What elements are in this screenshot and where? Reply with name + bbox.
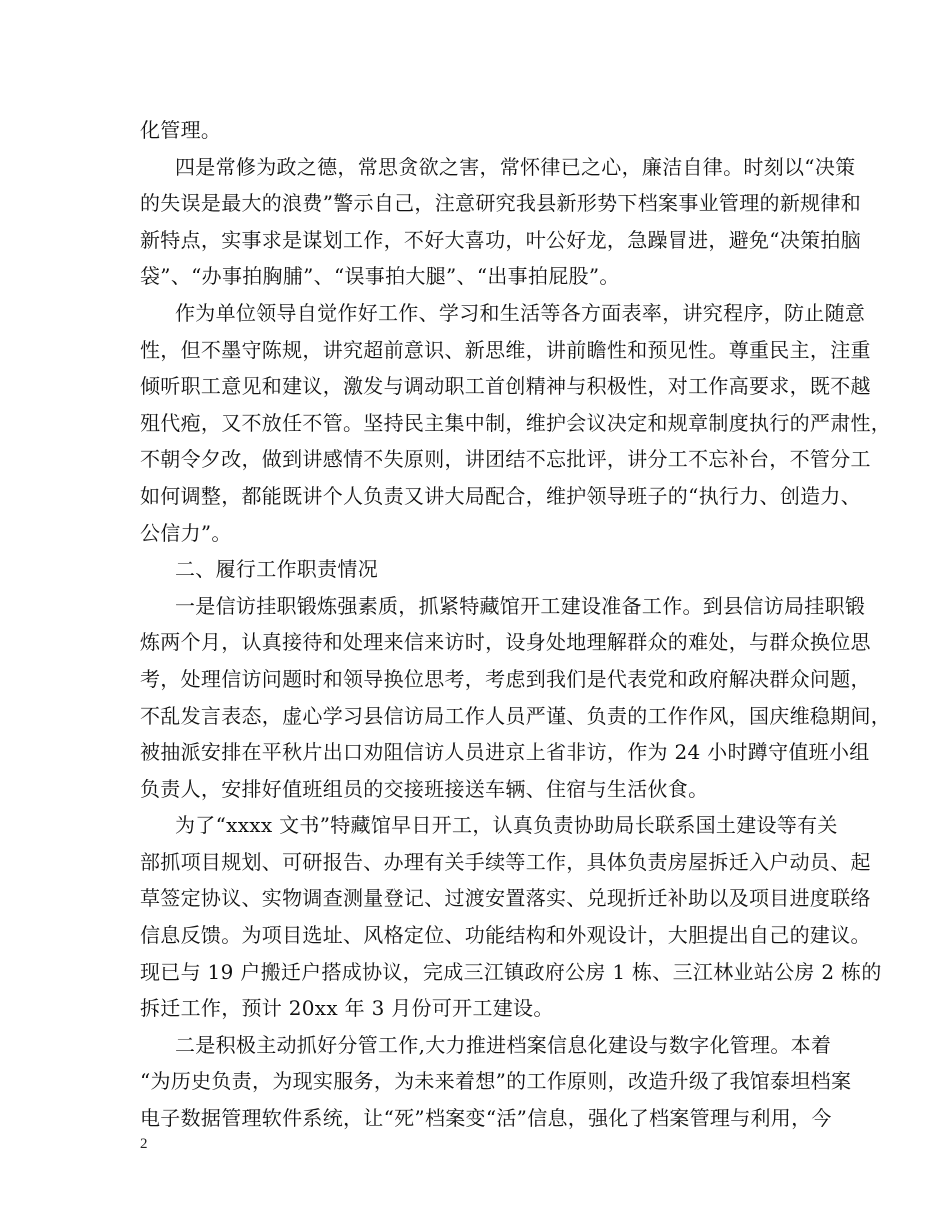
paragraph-start-line: 为了“xxxx 文书”特藏馆早日开工，认真负责协助局长联系国土建设等有关	[175, 813, 838, 838]
text-line: “为历史负责，为现实服务，为未来着想”的工作原则，改造升级了我馆泰坦档案	[140, 1069, 852, 1094]
text-line: 信息反馈。为项目选址、风格定位、功能结构和外观设计，大胆提出自己的建议。	[140, 923, 871, 948]
paragraph-start-line: 作为单位领导自觉作好工作、学习和生活等各方面表率，讲究程序，防止随意	[175, 300, 866, 325]
text-line: 新特点，实事求是谋划工作，不好大喜功，叶公好龙，急躁冒进，避免“决策拍脑	[140, 227, 862, 252]
text-line: 公信力”。	[140, 520, 232, 545]
text-line: 炼两个月，认真接待和处理来信来访时，设身处地理解群众的难处，与群众换位思	[140, 630, 871, 655]
text-line: 现已与 19 户搬迁户搭成协议，完成三江镇政府公房 1 栋、三江林业站公房 2 栋的	[140, 959, 882, 984]
text-line: 被抽派安排在平秋片出口劝阻信访人员进京上省非访，作为 24 小时蹲守值班小组	[140, 740, 870, 765]
text-line: 倾听职工意见和建议，激发与调动职工首创精神与积极性，对工作高要求，既不越	[140, 374, 871, 399]
text-line: 化管理。	[140, 118, 222, 142]
page-number: 2	[140, 1136, 148, 1152]
text-line: 电子数据管理软件系统，让“死”档案变“活”信息，强化了档案管理与利用，今	[140, 1106, 832, 1131]
text-line: 殂代疱，又不放任不管。坚持民主集中制，维护会议决定和规章制度执行的严肃性，	[140, 410, 892, 435]
document-body	[140, 112, 892, 1137]
text-line: 考，处理信访问题时和领导换位思考，考虑到我们是代表党和政府解决群众问题，	[140, 666, 871, 691]
text-line: 拆迁工作，预计 20xx 年 3 月份可开工建设。	[140, 996, 554, 1021]
text-line: 负责人，安排好值班组员的交接班接送车辆、住宿与生活伙食。	[140, 776, 709, 801]
text-line: 的失误是最大的浪费”警示自己，注意研究我县新形势下档案事业管理的新规律和	[140, 191, 862, 216]
text-line: 不乱发言表态，虚心学习县信访局工作人员严谨、负责的工作作风，国庆维稳期间，	[140, 703, 892, 728]
text-line: 性，但不墨守陈规，讲究超前意识、新思维，讲前瞻性和预见性。尊重民主，注重	[140, 337, 871, 362]
text-line: 不朝令夕改，做到讲感情不失原则，讲团结不忘批评，讲分工不忘补台，不管分工	[140, 447, 871, 472]
text-line: 如何调整，都能既讲个人负责又讲大局配合，维护领导班子的“执行力、创造力、	[140, 483, 862, 508]
paragraph-start-line: 二是积极主动抓好分管工作,大力推进档案信息化建设与数字化管理。本着	[175, 1032, 832, 1057]
paragraph-start-line: 四是常修为政之德，常思贪欲之害，常怀律已之心，廉洁自律。时刻以“决策	[175, 154, 856, 179]
text-line: 袋”、“办事拍胸脯”、“误事拍大腿”、“出事拍屁股”。	[140, 264, 620, 289]
text-line: 部抓项目规划、可研报告、办理有关手续等工作，具体负责房屋拆迁入户动员、起	[140, 849, 871, 874]
text-line: 草签定协议、实物调查测量登记、过渡安置落实、兑现折迁补助以及项目进度联络	[140, 886, 871, 911]
paragraph-start-line: 一是信访挂职锻炼强素质，抓紧特藏馆开工建设准备工作。到县信访局挂职锻	[175, 593, 866, 618]
section-heading: 二、履行工作职责情况	[175, 557, 378, 582]
